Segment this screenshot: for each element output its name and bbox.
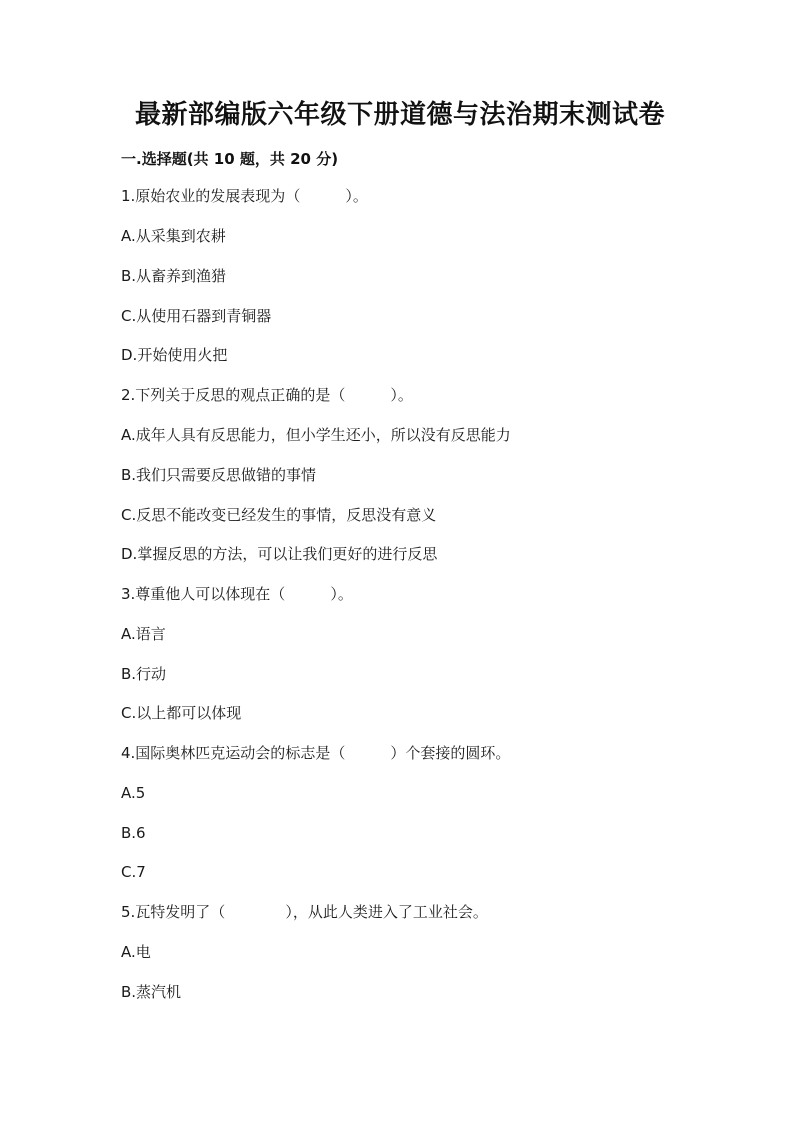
question-text: 2.下列关于反思的观点正确的是（ ）。 xyxy=(121,386,413,404)
answer-option: A.5 xyxy=(121,784,146,802)
question-text: 1.原始农业的发展表现为（ ）。 xyxy=(121,187,368,205)
answer-option: C.7 xyxy=(121,863,146,881)
answer-option: D.开始使用火把 xyxy=(121,346,228,364)
answer-option: A.成年人具有反思能力，但小学生还小，所以没有反思能力 xyxy=(121,426,511,444)
answer-option: D.掌握反思的方法，可以让我们更好的进行反思 xyxy=(121,545,438,563)
question-text: 4.国际奥林匹克运动会的标志是（ ）个套接的圆环。 xyxy=(121,744,511,762)
answer-option: B.行动 xyxy=(121,665,167,683)
answer-option: B.蒸汽机 xyxy=(121,983,182,1001)
answer-option: A.语言 xyxy=(121,625,166,643)
answer-option: B.我们只需要反思做错的事情 xyxy=(121,466,317,484)
question-text: 3.尊重他人可以体现在（ ）。 xyxy=(121,585,353,603)
section-heading: 一.选择题(共 10 题，共 20 分) xyxy=(121,150,339,168)
page-title: 最新部编版六年级下册道德与法治期末测试卷 xyxy=(134,100,665,130)
answer-option: A.从采集到农耕 xyxy=(121,227,226,245)
answer-option: C.从使用石器到青铜器 xyxy=(121,307,272,325)
answer-option: B.从畜养到渔猎 xyxy=(121,267,227,285)
answer-option: C.以上都可以体现 xyxy=(121,704,242,722)
answer-option: B.6 xyxy=(121,824,146,842)
question-text: 5.瓦特发明了（ ），从此人类进入了工业社会。 xyxy=(121,903,488,921)
answer-option: C.反思不能改变已经发生的事情，反思没有意义 xyxy=(121,506,437,524)
answer-option: A.电 xyxy=(121,943,151,961)
